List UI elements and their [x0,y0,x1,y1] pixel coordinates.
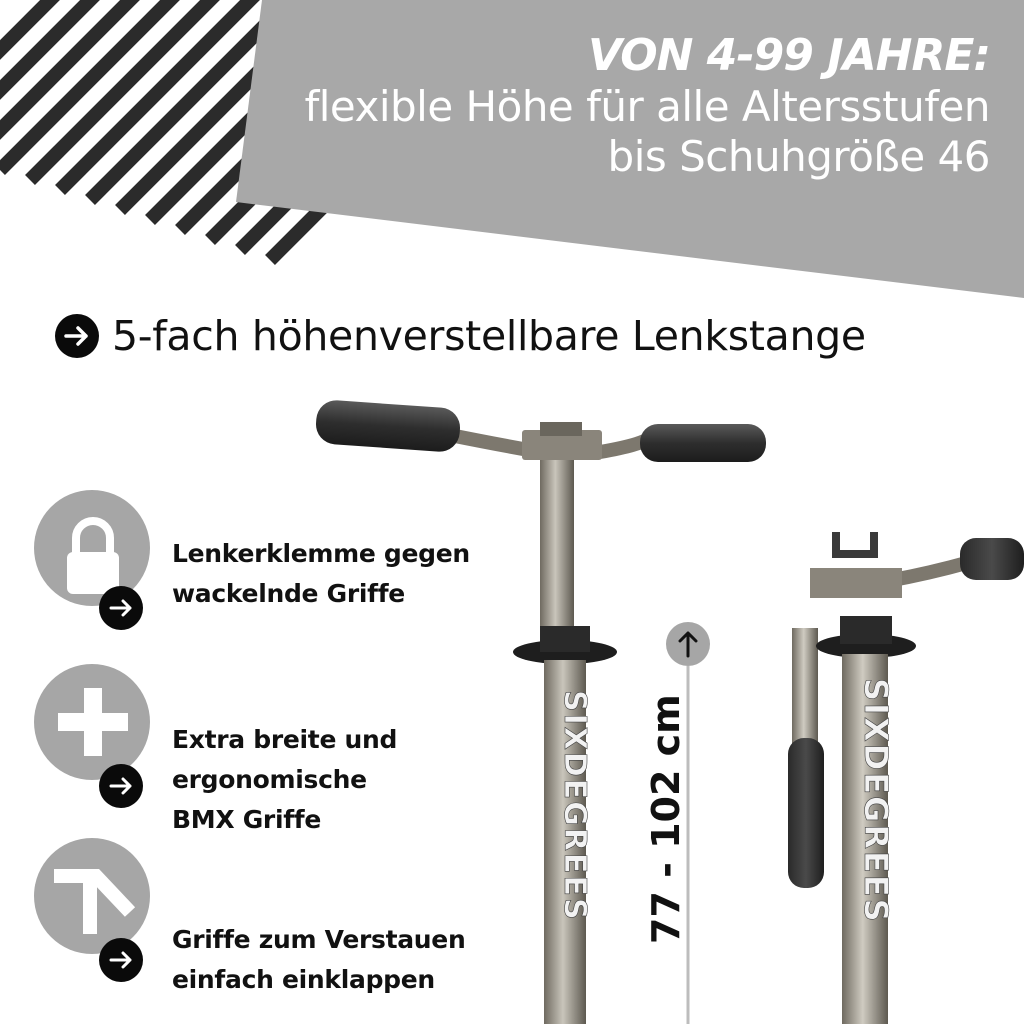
feature-grips-line-3: BMX Griffe [172,805,322,834]
feature-lock-line-2: wackelnde Griffe [172,579,405,608]
feature-fold-line-2: einfach einklappen [172,965,435,994]
banner-title: VON 4-99 JAHRE: [587,30,990,81]
plus-icon [34,664,154,812]
svg-text:SIXDEGREES: SIXDEGREES [857,678,895,924]
svg-text:SIXDEGREES: SIXDEGREES [557,690,592,922]
headline-text: 5-fach höhenverstellbare Lenkstange [112,312,866,360]
banner [230,30,990,182]
feature-grips-line-2: ergonomische [172,765,367,794]
banner-line-2: bis Schuhgröße 46 [607,132,990,181]
height-range-label: 77 - 102 cm [644,694,688,944]
feature-lock-line-1: Lenkerklemme gegen [172,539,470,568]
headline [54,312,866,360]
padlock-icon [34,490,154,630]
banner-line-1: flexible Höhe für alle Altersstufen [304,82,990,131]
fold-arrow-icon [34,838,154,986]
feature-grips-line-1: Extra breite und [172,725,398,754]
feature-fold-line-1: Griffe zum Verstauen [172,925,466,954]
arrow-right-circle-icon [54,313,100,359]
scooter-folded-image [770,528,1024,1024]
